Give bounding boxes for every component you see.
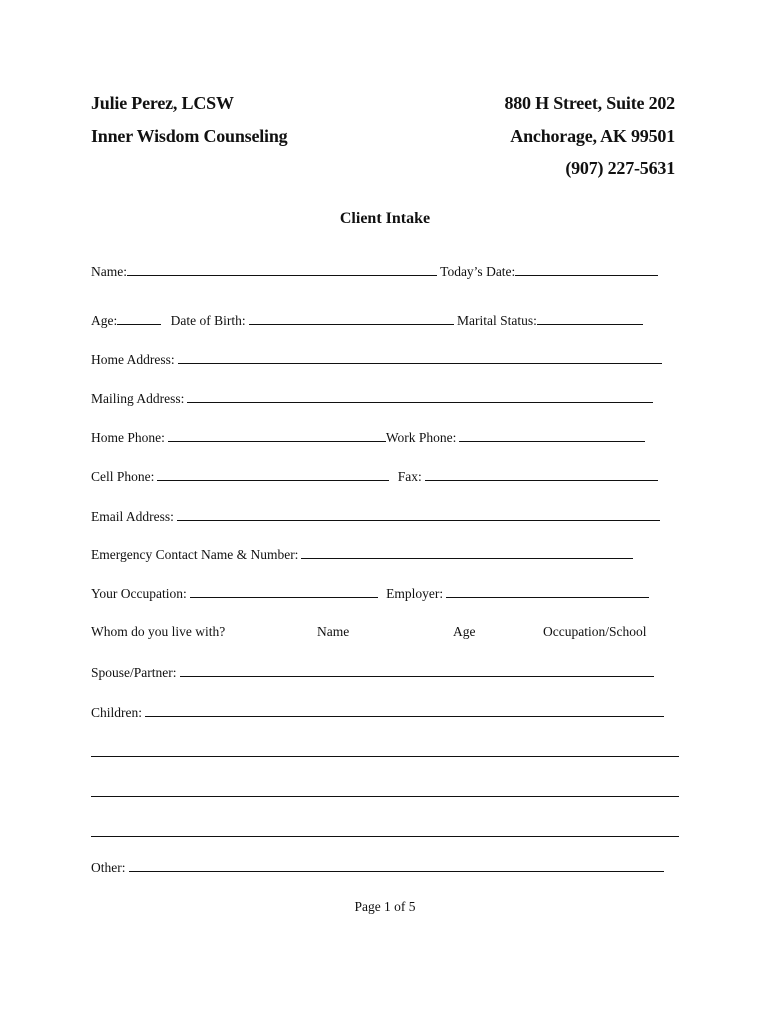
emergency-contact-field[interactable]	[301, 546, 633, 559]
column-age-header: Age	[453, 624, 476, 639]
spouse-partner-field[interactable]	[180, 664, 654, 677]
other-field[interactable]	[129, 859, 664, 872]
whom-live-with-label: Whom do you live with?	[91, 624, 226, 639]
home-address-row	[91, 351, 662, 368]
name-label: Name:	[91, 264, 127, 279]
cell-fax-row	[91, 468, 658, 485]
name-field[interactable]	[127, 263, 437, 276]
children-label: Children:	[91, 705, 142, 720]
email-address-field[interactable]	[177, 508, 660, 521]
home-phone-label: Home Phone:	[91, 430, 165, 445]
cell-phone-label: Cell Phone:	[91, 469, 155, 484]
occupation-row	[91, 585, 649, 602]
age-row	[91, 312, 643, 329]
mailing-address-row	[91, 390, 653, 407]
blank-line-2[interactable]	[91, 796, 679, 797]
address-line-1: 880 H Street, Suite 202	[504, 93, 675, 113]
emergency-contact-label: Emergency Contact Name & Number:	[91, 547, 299, 562]
todays-date-label: Today’s Date:	[440, 264, 516, 279]
work-phone-label: Work Phone:	[385, 430, 457, 445]
form-title: Client Intake	[339, 210, 431, 227]
email-row	[91, 508, 660, 525]
other-row	[91, 859, 664, 876]
children-row	[91, 704, 664, 721]
blank-line-1[interactable]	[91, 756, 679, 757]
date-of-birth-field[interactable]	[249, 312, 454, 325]
home-address-label: Home Address:	[91, 352, 175, 367]
home-phone-field[interactable]	[168, 429, 386, 442]
cell-phone-field[interactable]	[157, 468, 389, 481]
employer-field[interactable]	[446, 585, 649, 598]
email-address-label: Email Address:	[91, 509, 174, 524]
emergency-contact-row	[91, 546, 633, 563]
practitioner-name: Julie Perez, LCSW	[91, 93, 234, 113]
fax-label: Fax:	[397, 469, 422, 484]
page-number: Page 1 of 5	[354, 899, 416, 914]
occupation-field[interactable]	[190, 585, 378, 598]
todays-date-field[interactable]	[515, 263, 658, 276]
other-label: Other:	[91, 860, 126, 875]
age-label: Age:	[91, 313, 118, 328]
employer-label: Employer:	[386, 586, 444, 601]
spouse-partner-label: Spouse/Partner:	[91, 665, 177, 680]
mailing-address-field[interactable]	[187, 390, 653, 403]
blank-line-3[interactable]	[91, 836, 679, 837]
date-of-birth-label: Date of Birth:	[170, 313, 246, 328]
spouse-partner-row	[91, 664, 654, 681]
children-field[interactable]	[145, 704, 664, 717]
mailing-address-label: Mailing Address:	[91, 391, 185, 406]
age-field[interactable]	[117, 312, 161, 325]
column-occupation-header: Occupation/School	[543, 624, 647, 639]
fax-field[interactable]	[425, 468, 658, 481]
practice-name: Inner Wisdom Counseling	[91, 126, 288, 146]
occupation-label: Your Occupation:	[91, 586, 187, 601]
marital-status-label: Marital Status:	[456, 313, 537, 328]
work-phone-field[interactable]	[459, 429, 645, 442]
marital-status-field[interactable]	[537, 312, 643, 325]
address-line-2: Anchorage, AK 99501	[510, 126, 675, 146]
phone-number: (907) 227-5631	[565, 158, 675, 178]
name-row	[91, 263, 658, 280]
home-address-field[interactable]	[178, 351, 662, 364]
column-name-header: Name	[317, 624, 350, 639]
phone-row	[91, 429, 645, 446]
